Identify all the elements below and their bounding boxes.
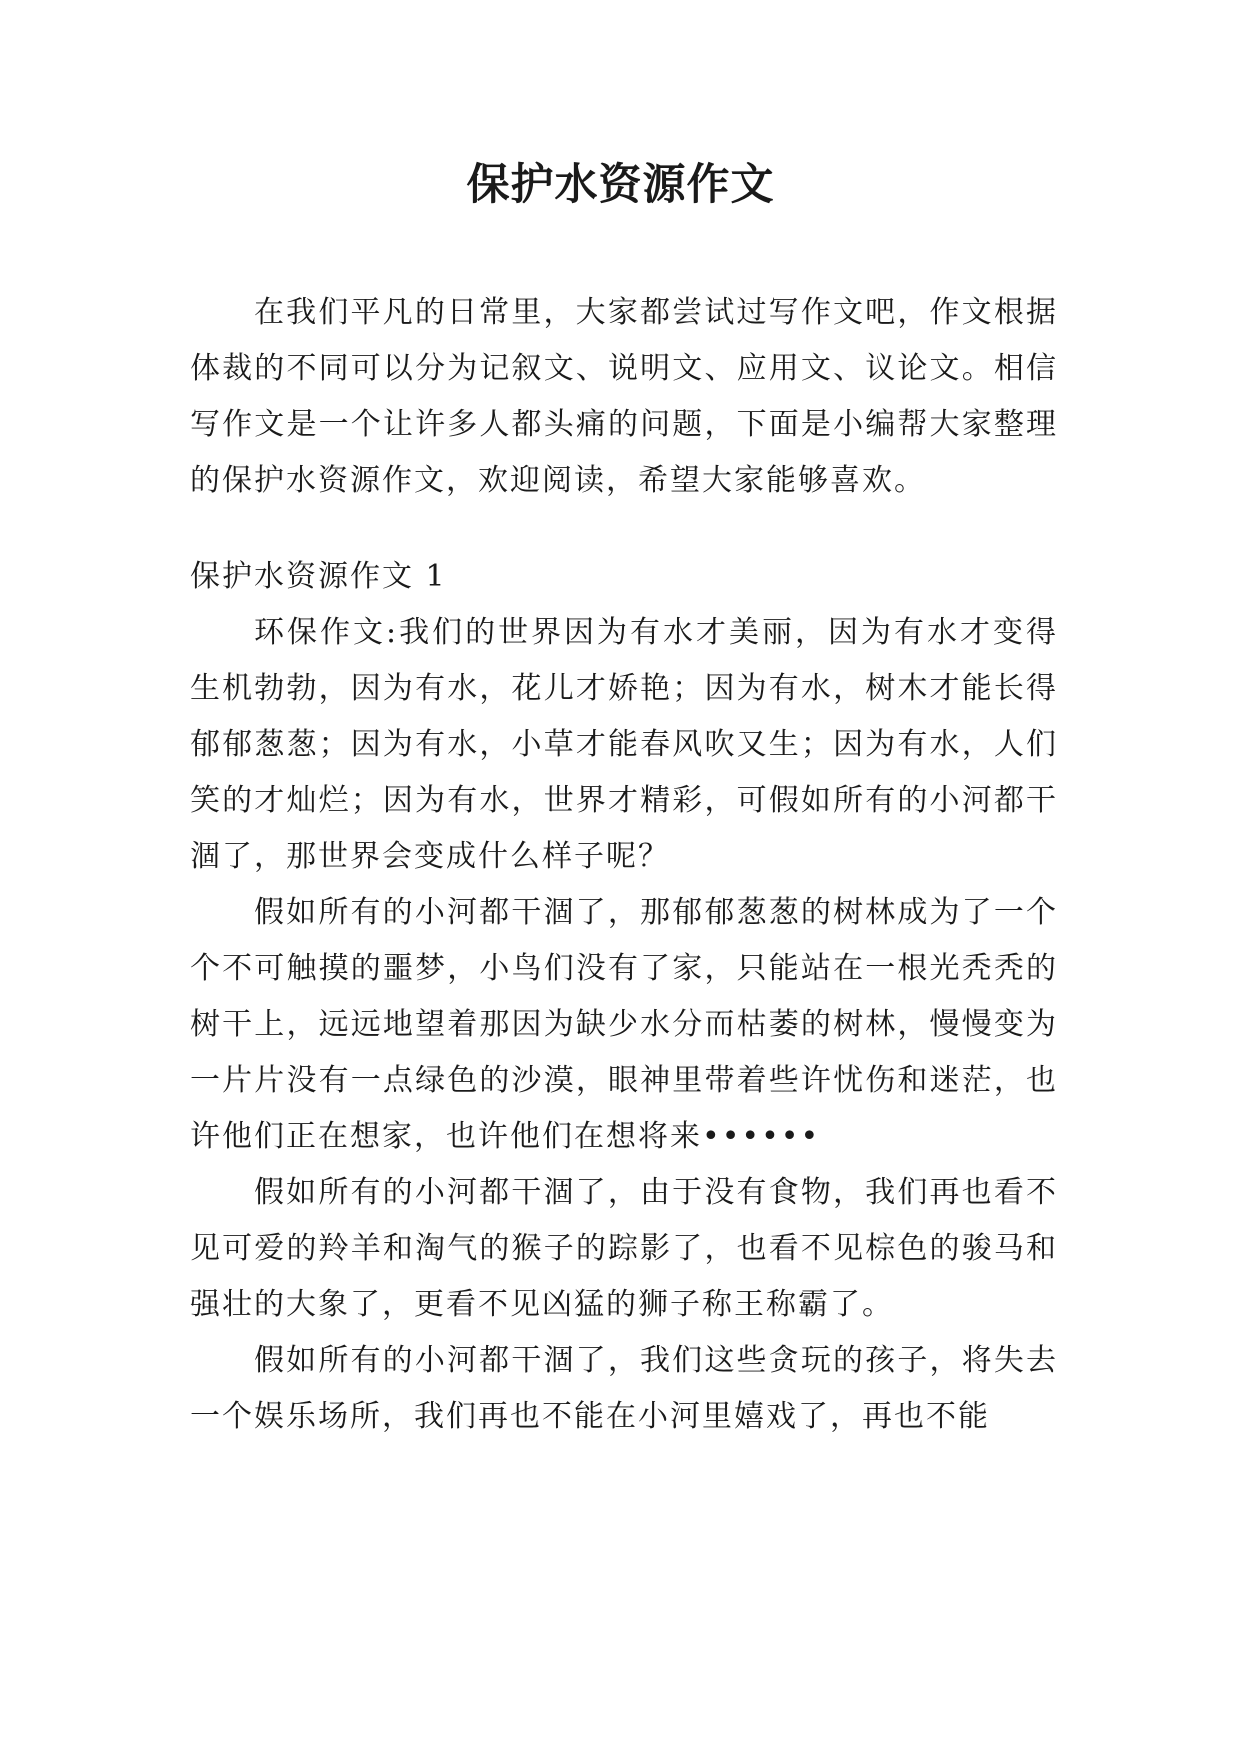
body-paragraph: 假如所有的小河都干涸了，那郁郁葱葱的树林成为了一个个不可触摸的噩梦，小鸟们没有了家，只能站在一根光秃秃的树干上，远远地望着那因为缺少水分而枯萎的树林，慢慢变为一片片没有一点绿色的沙漠，眼神里带着些许忧伤和迷茫，也许他们正在想家，也许他们在想将来•••••• — [190, 895, 1058, 1154]
body-paragraph: 假如所有的小河都干涸了，由于没有食物，我们再也看不见可爱的羚羊和淘气的猴子的踪影了，也看不见棕色的骏马和强壮的大象了，更看不见凶猛的狮子称王称霸了。 — [190, 1175, 1058, 1322]
section-heading: 保护水资源作文 1 — [190, 559, 447, 594]
body-paragraph: 假如所有的小河都干涸了，我们这些贪玩的孩子，将失去一个娱乐场所，我们再也不能在小河里嬉戏了，再也不能 — [190, 1343, 1058, 1434]
document-body — [190, 285, 1058, 1445]
body-paragraph: 环保作文:我们的世界因为有水才美丽，因为有水才变得生机勃勃，因为有水，花儿才娇艳；因为有水，树木才能长得郁郁葱葱；因为有水，小草才能春风吹又生；因为有水，人们笑的才灿烂；因为有水，世界才精彩，可假如所有的小河都干涸了，那世界会变成什么样子呢？ — [190, 615, 1058, 874]
intro-paragraph: 在我们平凡的日常里，大家都尝试过写作文吧，作文根据体裁的不同可以分为记叙文、说明文、应用文、议论文。相信写作文是一个让许多人都头痛的问题，下面是小编帮大家整理的保护水资源作文，欢迎阅读，希望大家能够喜欢。 — [190, 295, 1058, 498]
document-title: 保护水资源作文 — [466, 160, 775, 210]
